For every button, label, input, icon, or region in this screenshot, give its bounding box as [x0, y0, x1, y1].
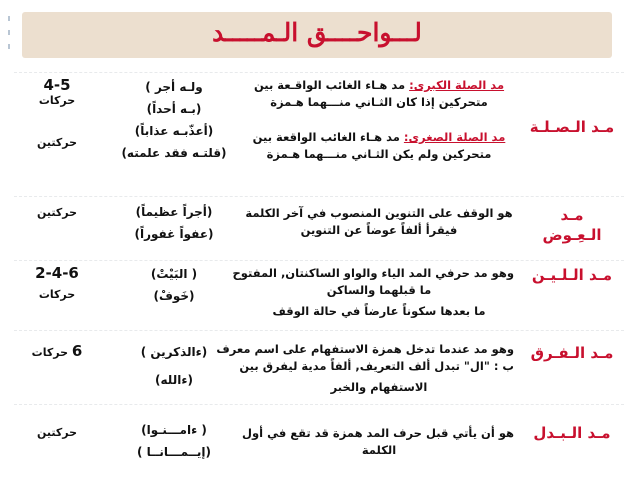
madd-definition: مد الصلة الكبرى: مد هـاء الغائب الواقـعة بين متحركين إذا كان الثـاني منـــهما هـمزة مد الصلة الصغرى: مد هـاء الغائب الواقعة بين متحركين ولم يكن الثـاني منـــهما هـمزة	[252, 78, 506, 161]
madd-name: مـد الـبـدل	[533, 424, 611, 442]
slide-title: لـــواحــــق الـمـــــد	[212, 18, 422, 47]
slide-edge-mark	[8, 44, 10, 49]
madd-definition: هو أن يأتي قبل حرف المد همزة قد تقع في أول الكلمة	[242, 426, 514, 457]
madd-definition: وهو مد عندما تدخل همزة الاستفهام على اسم معرف ب : "ال" تبدل ألف التعريف, ألفاً مدية ليفرق بين الاستفهام والخبر	[216, 342, 514, 394]
madd-examples: ولـه أجر ) (بـه أحداً) (أعذّبـه عذاباً) (قلتـه فقد علمته)	[121, 80, 227, 160]
madd-examples: (ءالذكرين ) (ءالله)	[140, 345, 208, 387]
definition-label: مد الصلة الصغرى:	[403, 130, 506, 144]
slide-edge-mark	[8, 16, 10, 21]
title-banner	[22, 12, 612, 58]
table-row-sila	[14, 72, 624, 193]
madd-length: 2-4-6 حركات	[35, 264, 79, 301]
slide-edge-mark	[8, 30, 10, 35]
table-row-leen	[14, 260, 624, 329]
table-row-badal	[14, 404, 624, 475]
definition-label: مد الصلة الكبرى:	[409, 78, 505, 92]
madd-name: مـد الـصـلـة	[529, 118, 615, 136]
madd-definition: هو الوقف على التنوين المنصوب في آخر الكلمة فيقرأ ألفاً عوضاً عن التنوين	[245, 206, 513, 237]
madd-length: 6 حركات	[31, 342, 83, 360]
madd-length: حركتين	[36, 206, 78, 219]
madd-name: مـد الـلـيـن	[531, 266, 613, 284]
table-row-iwad	[14, 196, 624, 259]
madd-examples: ( ءامـــنـوا) (إيــمـــانــا )	[136, 423, 212, 459]
madd-length: حركتين	[36, 426, 78, 439]
madd-name: مـد الـفـرق	[530, 344, 614, 362]
madd-examples: (أجراً عظيماً) (عفواً غفوراً)	[134, 205, 214, 241]
table-row-farq	[14, 330, 624, 403]
madd-examples: ( البَيْتْ) (خَوفْ)	[150, 267, 198, 303]
madd-definition: وهو مد حرفي المد الياء والواو الساكنتان, المفتوح ما قبلهما والساكن ما بعدها سكوناً عارضاً في حالة الوقف	[232, 266, 514, 318]
madd-name: مـد الـعِـوض	[542, 206, 602, 244]
madd-length: 4-5 حركات حركتين	[36, 76, 78, 149]
